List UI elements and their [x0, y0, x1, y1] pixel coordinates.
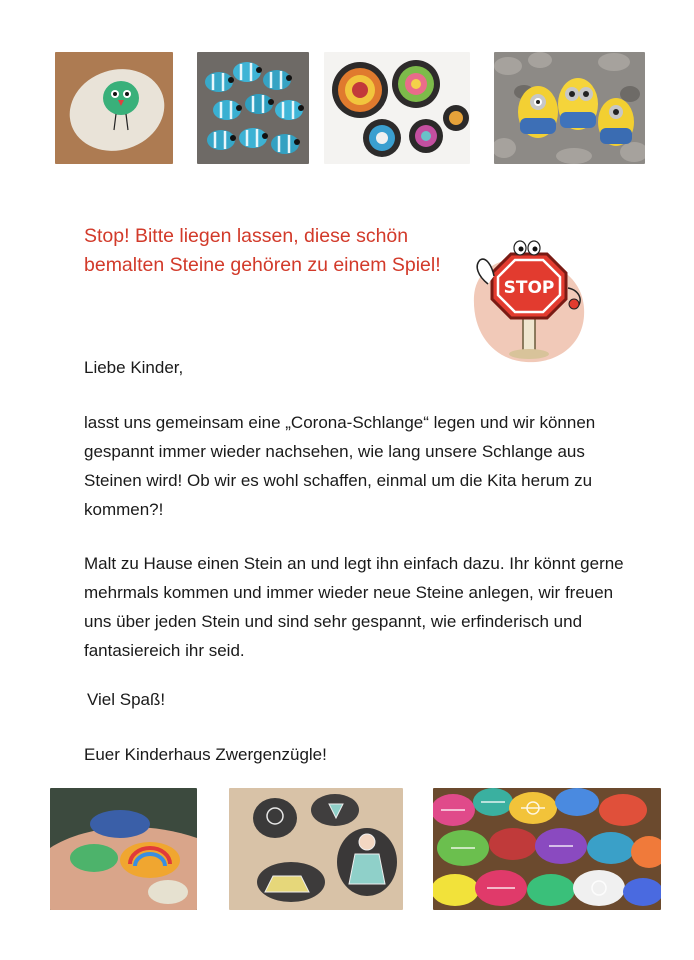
- stop-sign-text: STOP: [503, 278, 555, 298]
- closing-wish: Viel Spaß!: [87, 690, 166, 709]
- photo-mandala-stones: [324, 52, 470, 164]
- photo-striped-stones: [197, 52, 309, 164]
- headline: Stop! Bitte liegen lassen, diese schön bemalten Steine gehören zu einem Spiel!: [84, 225, 441, 276]
- photo-minion-stones: [494, 52, 645, 164]
- paragraph-instructions: Malt zu Hause einen Stein an und legt ihn einfach dazu. Ihr könnt gerne mehrmals kommen und immer wieder neue Steine anlegen, wir freuen uns über jeden Stein und sind sehr gespannt, wie erfinderisch und fantasiereich ihr seid.: [84, 554, 624, 660]
- photo-angel-stones: [229, 788, 403, 910]
- photo-colorful-stones-basket: [433, 788, 661, 910]
- paragraph-corona-snake: lasst uns gemeinsam eine „Corona-Schlange“ legen und wir können gespannt immer wieder nachsehen, wie lang unsere Schlange aus Steinen wird! Ob wir es wohl schaffen, einmal um die Kita herum zu kommen?!: [84, 413, 596, 519]
- greeting: Liebe Kinder,: [84, 358, 184, 377]
- signature: Euer Kinderhaus Zwergenzügle!: [84, 745, 327, 764]
- stop-sign-icon: [466, 236, 592, 366]
- photo-stones-in-hand: [50, 788, 197, 910]
- photo-bird-stone: [55, 52, 173, 164]
